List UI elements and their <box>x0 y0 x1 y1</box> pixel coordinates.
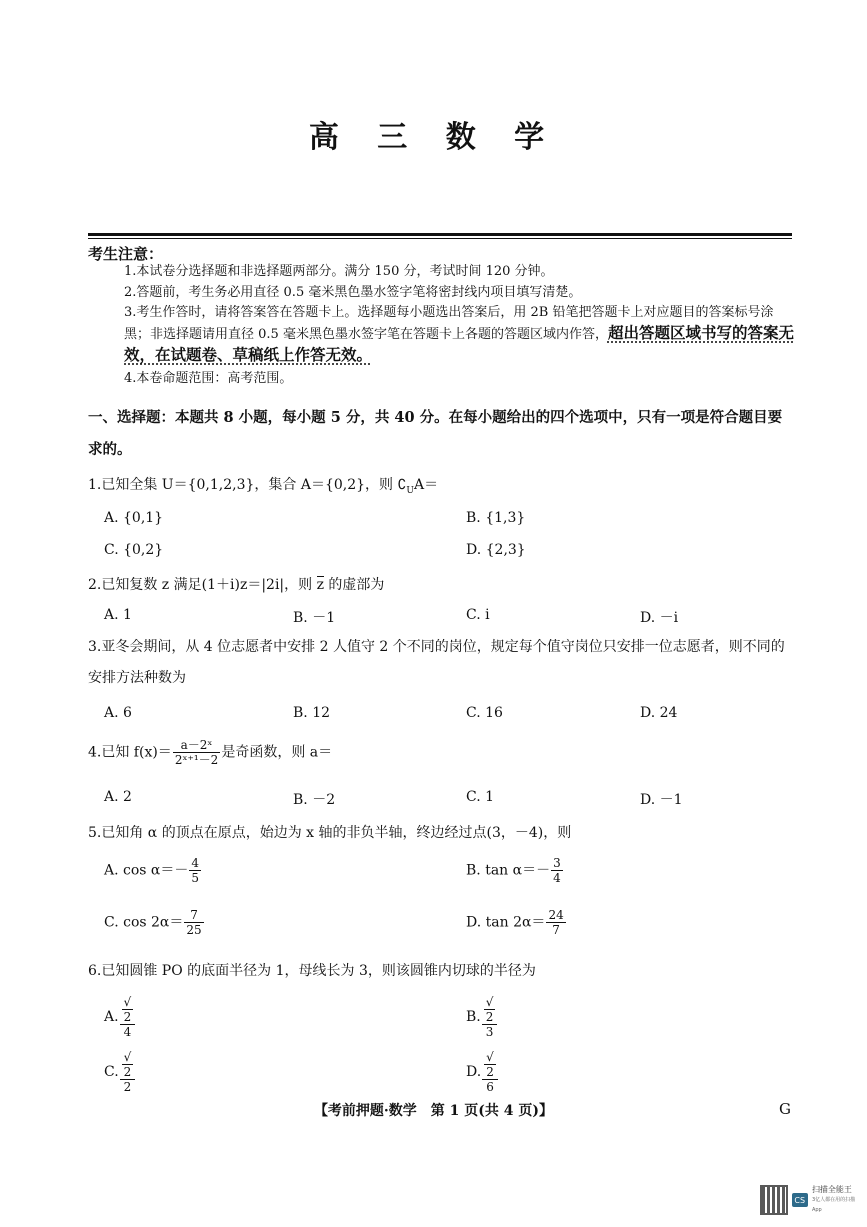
question-6-option-a-fraction <box>120 995 136 1039</box>
fraction-numerator: 24 <box>548 908 564 922</box>
page-title: 高 三 数 学 <box>308 120 559 155</box>
question-2-option-d: D. －i <box>640 610 679 626</box>
question-2-stem <box>88 574 384 594</box>
fraction-denominator: 3 <box>485 1025 494 1039</box>
question-5-option-b-fraction <box>551 856 563 885</box>
question-5-stem: 5.已知角 α 的顶点在原点，始边为 x 轴的非负半轴，终边经过点(3，－4)，则 <box>88 825 572 841</box>
question-1-option-b: B. {1,3} <box>466 510 526 526</box>
question-5-option-a <box>104 856 202 885</box>
qr-code-icon <box>760 1185 788 1215</box>
sqrt-radicand: 2 <box>123 1065 132 1079</box>
fraction-denominator: 7 <box>552 923 560 937</box>
question-5-option-a-fraction <box>189 856 201 885</box>
scanner-subtitle: 3亿人都在用的扫描App <box>811 1197 856 1213</box>
fraction-denominator: 4 <box>553 871 561 885</box>
paper-code: G <box>779 1100 791 1118</box>
question-2-option-b: B. －1 <box>293 610 336 626</box>
sqrt-radicand: 2 <box>485 1010 494 1024</box>
notice-item-2: 2.答题前，考生务必用直径 0.5 毫米黑色墨水签字笔将密封线内项目填写清楚。 <box>124 285 582 300</box>
question-6-option-c-text: C. <box>104 1064 119 1080</box>
camscanner-logo-icon: CS <box>792 1193 808 1207</box>
notice-item-1: 1.本试卷分选择题和非选择题两部分。满分 150 分，考试时间 120 分钟。 <box>124 264 554 279</box>
question-2-stem-a: 2.已知复数 z 满足(1＋i)z＝|2i|，则 <box>88 577 317 593</box>
fraction-denominator: 6 <box>486 1080 494 1094</box>
question-1-stem-a: 1.已知全集 U＝{0,1,2,3}，集合 A＝{0,2}，则 ∁ <box>88 477 407 493</box>
fraction-numerator: 3 <box>553 856 561 870</box>
question-6-stem: 6.已知圆锥 PO 的底面半径为 1，母线长为 3，则该圆锥内切球的半径为 <box>88 963 536 979</box>
question-4-option-b: B. －2 <box>293 792 336 808</box>
fraction-denominator: 4 <box>123 1025 132 1039</box>
question-6-option-d-fraction <box>482 1050 498 1094</box>
question-5-option-d-fraction <box>546 908 565 937</box>
question-6-option-a <box>104 995 136 1039</box>
fraction-numerator: √ 2 <box>120 1050 136 1080</box>
scanner-name <box>812 1185 860 1215</box>
scanner-watermark <box>760 1180 860 1220</box>
divider-thick <box>88 233 792 236</box>
question-4-option-c: C. 1 <box>466 789 495 805</box>
sqrt-radicand: 2 <box>486 1065 494 1079</box>
question-4-option-d: D. －1 <box>640 792 683 808</box>
question-5-option-a-text: A. cos α＝－ <box>104 862 189 879</box>
question-5-option-b <box>466 856 564 885</box>
question-5-option-b-text: B. tan α＝－ <box>466 862 551 879</box>
question-6-option-c <box>104 1050 136 1094</box>
fraction-numerator: 4 <box>191 856 200 870</box>
question-5-option-d <box>466 908 567 937</box>
fraction-denominator: 2 <box>123 1080 132 1094</box>
question-4-stem-a: 4.已知 f(x)＝ <box>88 744 172 761</box>
question-4-stem-b: 是奇函数，则 a＝ <box>221 744 333 761</box>
question-6-option-b-fraction <box>482 995 498 1039</box>
question-4-denominator: 2ˣ⁺¹－2 <box>174 753 219 767</box>
question-5-option-d-text: D. tan 2α＝ <box>466 914 546 931</box>
question-3-option-b: B. 12 <box>293 705 331 721</box>
fraction-numerator: √ 2 <box>482 995 498 1025</box>
fraction-denominator: 5 <box>191 871 200 885</box>
question-2-conjugate: z <box>316 577 324 593</box>
question-1-sub: U <box>406 485 414 496</box>
question-4-numerator: a－2ˣ <box>173 738 221 753</box>
question-4-stem <box>88 738 332 767</box>
question-1-option-c: C. {0,2} <box>104 542 164 558</box>
notice-item-3 <box>124 303 794 367</box>
fraction-numerator: √ 2 <box>120 995 136 1025</box>
question-3-option-d: D. 24 <box>640 705 678 721</box>
notice-heading: 考生注意： <box>88 245 164 263</box>
question-6-option-b <box>466 995 498 1039</box>
question-5-option-c-fraction <box>184 908 203 937</box>
question-4-option-a: A. 2 <box>104 789 132 805</box>
fraction-numerator: 7 <box>184 908 203 923</box>
question-1-option-d: D. {2,3} <box>466 542 526 558</box>
question-2-option-a: A. 1 <box>104 607 132 623</box>
question-1-stem-b: A＝ <box>414 477 439 493</box>
scanner-title: 扫描全能王 <box>811 1185 852 1194</box>
section-heading: 一、选择题：本题共 8 小题，每小题 5 分，共 40 分。在每小题给出的四个选项中，只有一项是符合题目要求的。 <box>88 409 783 458</box>
question-2-stem-b: 的虚部为 <box>323 577 385 593</box>
question-1-stem <box>88 474 438 496</box>
question-6-option-a-text: A. <box>104 1009 119 1025</box>
page-footer: 【考前押题·数学 第 1 页(共 4 页)】 <box>313 1103 554 1119</box>
notice-item-3-emphasis: 超出答题区域书写的答案无效，在试题卷、草稿纸上作答无效。 <box>124 323 794 364</box>
sqrt-radicand: 2 <box>123 1010 132 1024</box>
question-5-option-c <box>104 908 205 937</box>
question-3-stem: 3.亚冬会期间，从 4 位志愿者中安排 2 人值守 2 个不同的岗位，规定每个值守岗位只安排一位志愿者，则不同的安排方法种数为 <box>88 639 785 686</box>
fraction-numerator: √ 2 <box>482 1050 498 1080</box>
question-6-option-b-text: B. <box>466 1009 481 1025</box>
question-2-option-c: C. i <box>466 607 490 623</box>
notice-item-4: 4.本卷命题范围：高考范围。 <box>124 371 293 386</box>
question-6-option-c-fraction <box>120 1050 136 1094</box>
question-5-option-c-text: C. cos 2α＝ <box>104 914 184 931</box>
question-4-fraction <box>173 738 221 767</box>
question-3-option-a: A. 6 <box>104 705 132 721</box>
question-3-option-c: C. 16 <box>466 705 503 721</box>
divider-thin <box>88 238 792 239</box>
fraction-denominator: 25 <box>186 923 202 937</box>
notice-item-3-text: 3.考生作答时，请将答案答在答题卡上。选择题每小题选出答案后，用 2B 铅笔把答题卡上对应题目的答案标号涂黑；非选择题请用直径 0.5 毫米黑色墨水签字笔在答题卡上各题的答题区域内作答， <box>124 305 774 342</box>
question-1-option-a: A. {0,1} <box>104 510 164 526</box>
question-6-option-d-text: D. <box>466 1064 482 1080</box>
question-6-option-d <box>466 1050 499 1094</box>
